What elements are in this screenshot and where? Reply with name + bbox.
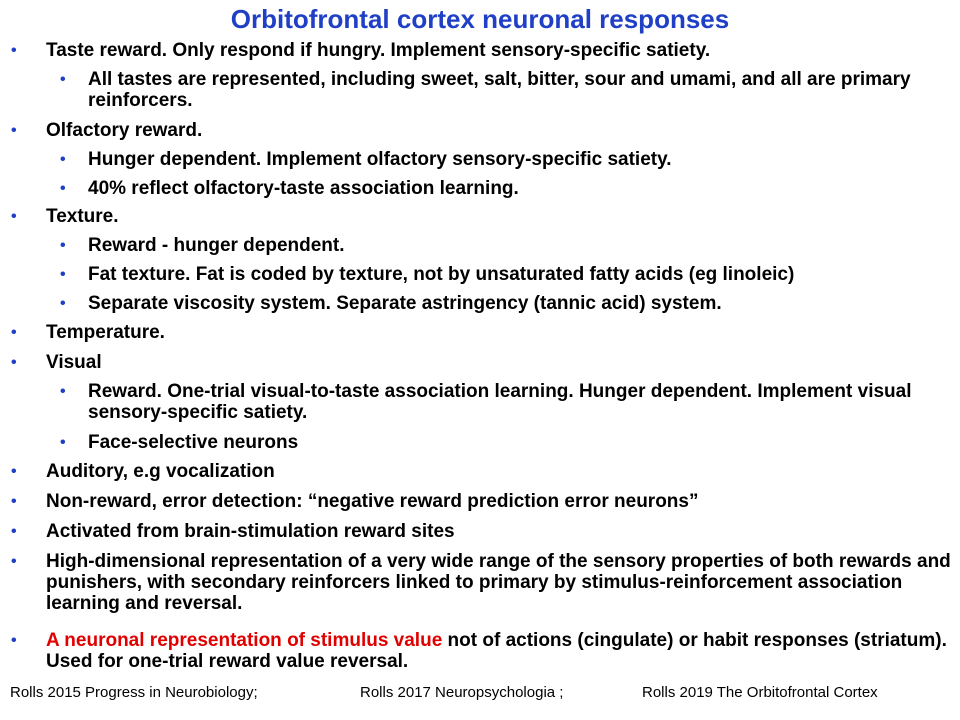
- bullet-item: Temperature.: [46, 322, 165, 343]
- bullet-item-text: not of actions (cingulate) or habit responses (striatum). Used for one-trial reward value reversal.: [46, 630, 947, 672]
- bullet-icon: •: [11, 324, 17, 341]
- bullet-icon: •: [11, 354, 17, 371]
- sub-bullet-item: Separate viscosity system. Separate astringency (tannic acid) system.: [88, 293, 722, 314]
- sub-bullet-item: Reward - hunger dependent.: [88, 235, 345, 256]
- sub-bullet-item: Reward. One-trial visual-to-taste association learning. Hunger dependent. Implement visual sensory-specific satiety.: [88, 381, 912, 423]
- sub-bullet-item: Hunger dependent. Implement olfactory sensory-specific satiety.: [88, 149, 672, 170]
- bullet-icon: •: [11, 208, 17, 225]
- bullet-icon: •: [11, 523, 17, 540]
- bullet-item: Auditory, e.g vocalization: [46, 461, 275, 482]
- footer-reference-3: Rolls 2019 The Orbitofrontal Cortex: [642, 684, 878, 701]
- bullet-item: Olfactory reward.: [46, 120, 203, 141]
- bullet-icon: •: [60, 295, 66, 312]
- bullet-icon: •: [60, 237, 66, 254]
- sub-bullet-item: 40% reflect olfactory-taste association learning.: [88, 178, 519, 199]
- bullet-icon: •: [60, 266, 66, 283]
- bullet-icon: •: [11, 553, 17, 570]
- bullet-icon: •: [11, 632, 17, 649]
- bullet-icon: •: [60, 180, 66, 197]
- bullet-item: Visual: [46, 352, 102, 373]
- footer-reference-1: Rolls 2015 Progress in Neurobiology;: [10, 684, 258, 701]
- highlighted-text: A neuronal representation of stimulus value: [46, 630, 443, 651]
- bullet-item: [46, 630, 951, 672]
- bullet-icon: •: [11, 122, 17, 139]
- sub-bullet-item: All tastes are represented, including sweet, salt, bitter, sour and umami, and all are primary reinforcers.: [88, 69, 911, 111]
- footer-reference-2: Rolls 2017 Neuropsychologia ;: [360, 684, 564, 701]
- bullet-icon: •: [11, 493, 17, 510]
- bullet-icon: •: [60, 383, 66, 400]
- sub-bullet-item: Face-selective neurons: [88, 432, 299, 453]
- bullet-item: Activated from brain-stimulation reward sites: [46, 521, 455, 542]
- bullet-icon: •: [11, 42, 17, 59]
- bullet-icon: •: [60, 151, 66, 168]
- bullet-icon: •: [60, 434, 66, 451]
- bullet-item: Texture.: [46, 206, 119, 227]
- sub-bullet-item: Fat texture. Fat is coded by texture, not by unsaturated fatty acids (eg linoleic): [88, 264, 795, 285]
- slide-title: Orbitofrontal cortex neuronal responses: [230, 4, 730, 34]
- bullet-item: Non-reward, error detection: “negative reward prediction error neurons”: [46, 491, 699, 512]
- bullet-item: Taste reward. Only respond if hungry. Implement sensory-specific satiety.: [46, 40, 711, 61]
- bullet-icon: •: [60, 71, 66, 88]
- bullet-icon: •: [11, 463, 17, 480]
- bullet-item: High-dimensional representation of a very wide range of the sensory properties of both rewards and punishers, with secondary reinforcers linked to primary by stimulus-reinforcement association learning and reversal.: [46, 551, 951, 614]
